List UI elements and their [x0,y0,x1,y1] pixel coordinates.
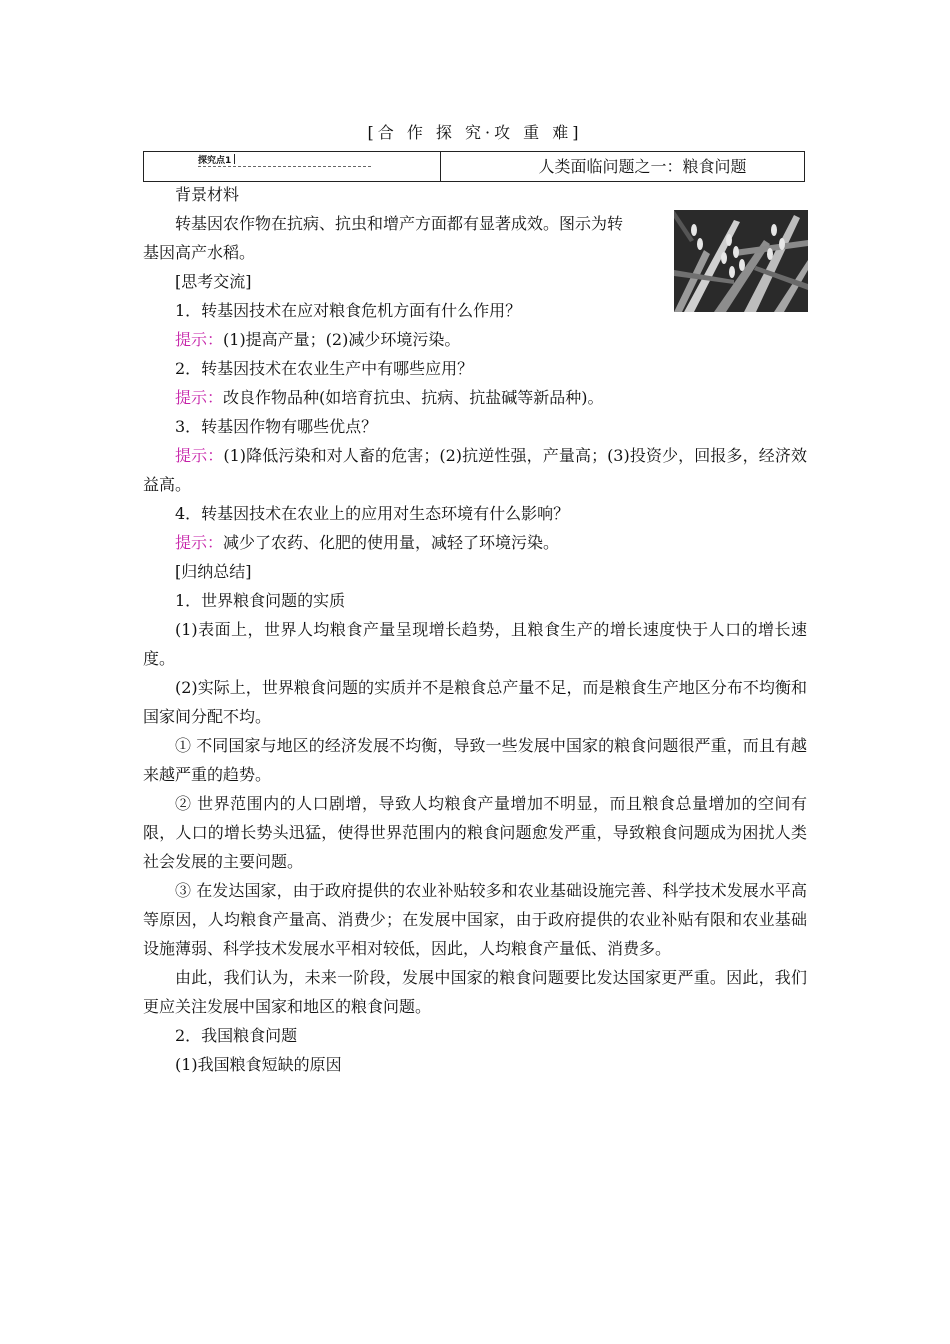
answer-2-text: 改良作物品种(如培育抗虫、抗病、抗盐碱等新品种)。 [223,388,604,407]
question-4: 4．转基因技术在农业上的应用对生态环境有什么影响？ [175,504,570,523]
summary-paragraph: ③ 在发达国家，由于政府提供的农业补贴较多和农业基础设施完善、科学技术发展水平高等原因，人均粮食产量高、消费少；在发展中国家，由于政府提供的农业补贴有限和农业基础设施薄弱、科学技术发展水平相对较低，因此，人均粮食产量低、消费多。 [143,881,807,958]
question-3: 3．转基因作物有哪些优点？ [175,417,378,436]
background-heading: 背景材料 [175,185,240,204]
hint-label: 提示： [175,388,224,407]
topic-tag: 探究点1 [198,153,371,167]
answer-4-text: 减少了农药、化肥的使用量，减轻了环境污染。 [223,533,560,552]
summary-paragraph: ① 不同国家与地区的经济发展不均衡，导致一些发展中国家的粮食问题很严重，而且有越来越严重的趋势。 [143,736,807,784]
summary-paragraph: 由此，我们认为，未来一阶段，发展中国家的粮食问题要比发达国家更严重。因此，我们更应关注发展中国家和地区的粮食问题。 [143,968,807,1016]
summary-paragraph: 1．世界粮食问题的实质 [175,591,346,610]
answer-4 [143,528,807,557]
summary-paragraph: ② 世界范围内的人口剧增，导致人均粮食产量增加不明显，而且粮食总量增加的空间有限，人口的增长势头迅猛，使得世界范围内的粮食问题愈发严重，导致粮食问题成为困扰人类社会发展的主要问题。 [143,794,807,871]
hint-label: 提示： [175,533,224,552]
topic-header-box [143,151,805,182]
summary-paragraph: (1)我国粮食短缺的原因 [175,1055,342,1074]
summary-paragraph: 2．我国粮食问题 [175,1026,298,1045]
question-1: 1．转基因技术在应对粮食危机方面有什么作用？ [175,301,522,320]
background-text-line1: 转基因农作物在抗病、抗虫和增产方面都有显著成效。图示为转 [175,214,624,233]
answer-2 [143,383,807,412]
background-text-line2: 基因高产水稻。 [143,243,256,262]
discussion-heading: [思考交流] [175,272,252,291]
main-content [143,180,807,1079]
summary-heading: [归纳总结] [175,562,252,581]
hint-label: 提示： [175,446,224,465]
question-2: 2．转基因技术在农业生产中有哪些应用？ [175,359,474,378]
summary-paragraph: (2)实际上，世界粮食问题的实质并不是粮食总产量不足，而是粮食生产地区分布不均衡和国家间分配不均。 [143,678,807,726]
section-title: [合 作 探 究·攻 重 难] [367,123,583,142]
answer-3-text: (1)降低污染和对人畜的危害；(2)抗逆性强，产量高；(3)投资少，回报多，经济效益高。 [143,446,807,494]
answer-3 [143,441,807,499]
answer-1-text: (1)提高产量；(2)减少环境污染。 [223,330,461,349]
hint-label: 提示： [175,330,224,349]
topic-title: 人类面临问题之一：粮食问题 [538,157,747,176]
topic-tag-cell [144,152,441,181]
answer-1 [143,325,807,354]
summary-paragraph: (1)表面上，世界人均粮食产量呈现增长趋势，且粮食生产的增长速度快于人口的增长速度。 [143,620,807,668]
